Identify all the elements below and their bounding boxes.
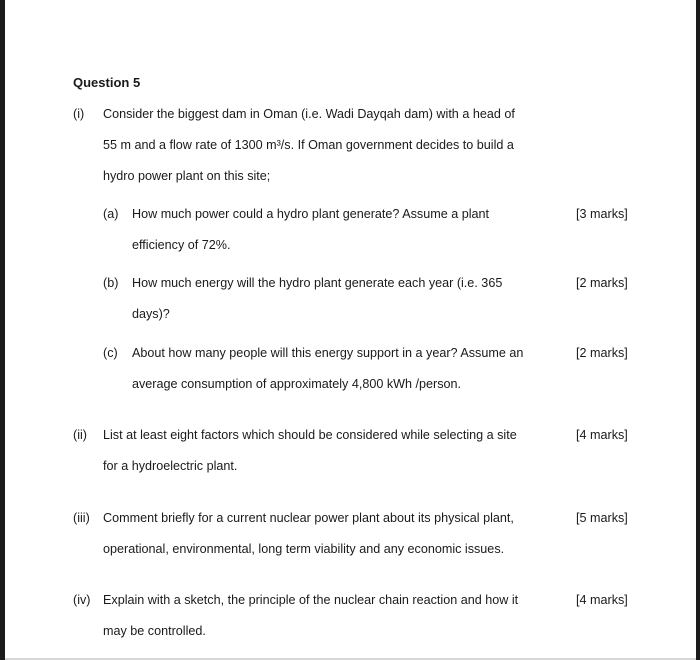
right-page-edge [696, 0, 700, 660]
part-ii-marks: [4 marks] [576, 428, 628, 442]
subpart-c-marks: [2 marks] [576, 346, 628, 360]
subpart-b-marks: [2 marks] [576, 276, 628, 290]
part-ii-line-1: List at least eight factors which should be considered while selecting a site [103, 428, 517, 442]
part-iii-line-1: Comment briefly for a current nuclear power plant about its physical plant, [103, 511, 514, 525]
part-iv-line-2: may be controlled. [103, 624, 206, 638]
part-iii-marks: [5 marks] [576, 511, 628, 525]
subpart-a-line-2: efficiency of 72%. [132, 238, 231, 252]
part-i-line-2: 55 m and a flow rate of 1300 m³/s. If Oman government decides to build a [103, 138, 514, 152]
subpart-b-letter: (b) [103, 276, 119, 290]
part-i-line-1: Consider the biggest dam in Oman (i.e. Wadi Dayqah dam) with a head of [103, 107, 515, 121]
subpart-c-line-2: average consumption of approximately 4,800 kWh /person. [132, 377, 462, 391]
part-i-line-3: hydro power plant on this site; [103, 169, 271, 183]
part-iv-number: (iv) [73, 593, 91, 607]
part-i-number: (i) [73, 107, 85, 121]
subpart-b-line-1: How much energy will the hydro plant generate each year (i.e. 365 [132, 276, 503, 290]
subpart-c-letter: (c) [103, 346, 118, 360]
part-iii-number: (iii) [73, 511, 90, 525]
subpart-c-line-1: About how many people will this energy support in a year? Assume an [132, 346, 524, 360]
part-ii-number: (ii) [73, 428, 87, 442]
subpart-b-line-2: days)? [132, 307, 170, 321]
question-title: Question 5 [73, 75, 141, 90]
left-page-edge [0, 0, 5, 660]
part-iv-marks: [4 marks] [576, 593, 628, 607]
part-iv-line-1: Explain with a sketch, the principle of the nuclear chain reaction and how it [103, 593, 519, 607]
part-ii-line-2: for a hydroelectric plant. [103, 459, 238, 473]
subpart-a-letter: (a) [103, 207, 119, 221]
subpart-a-marks: [3 marks] [576, 207, 628, 221]
subpart-a-line-1: How much power could a hydro plant generate? Assume a plant [132, 207, 490, 221]
part-iii-line-2: operational, environmental, long term viability and any economic issues. [103, 542, 505, 556]
